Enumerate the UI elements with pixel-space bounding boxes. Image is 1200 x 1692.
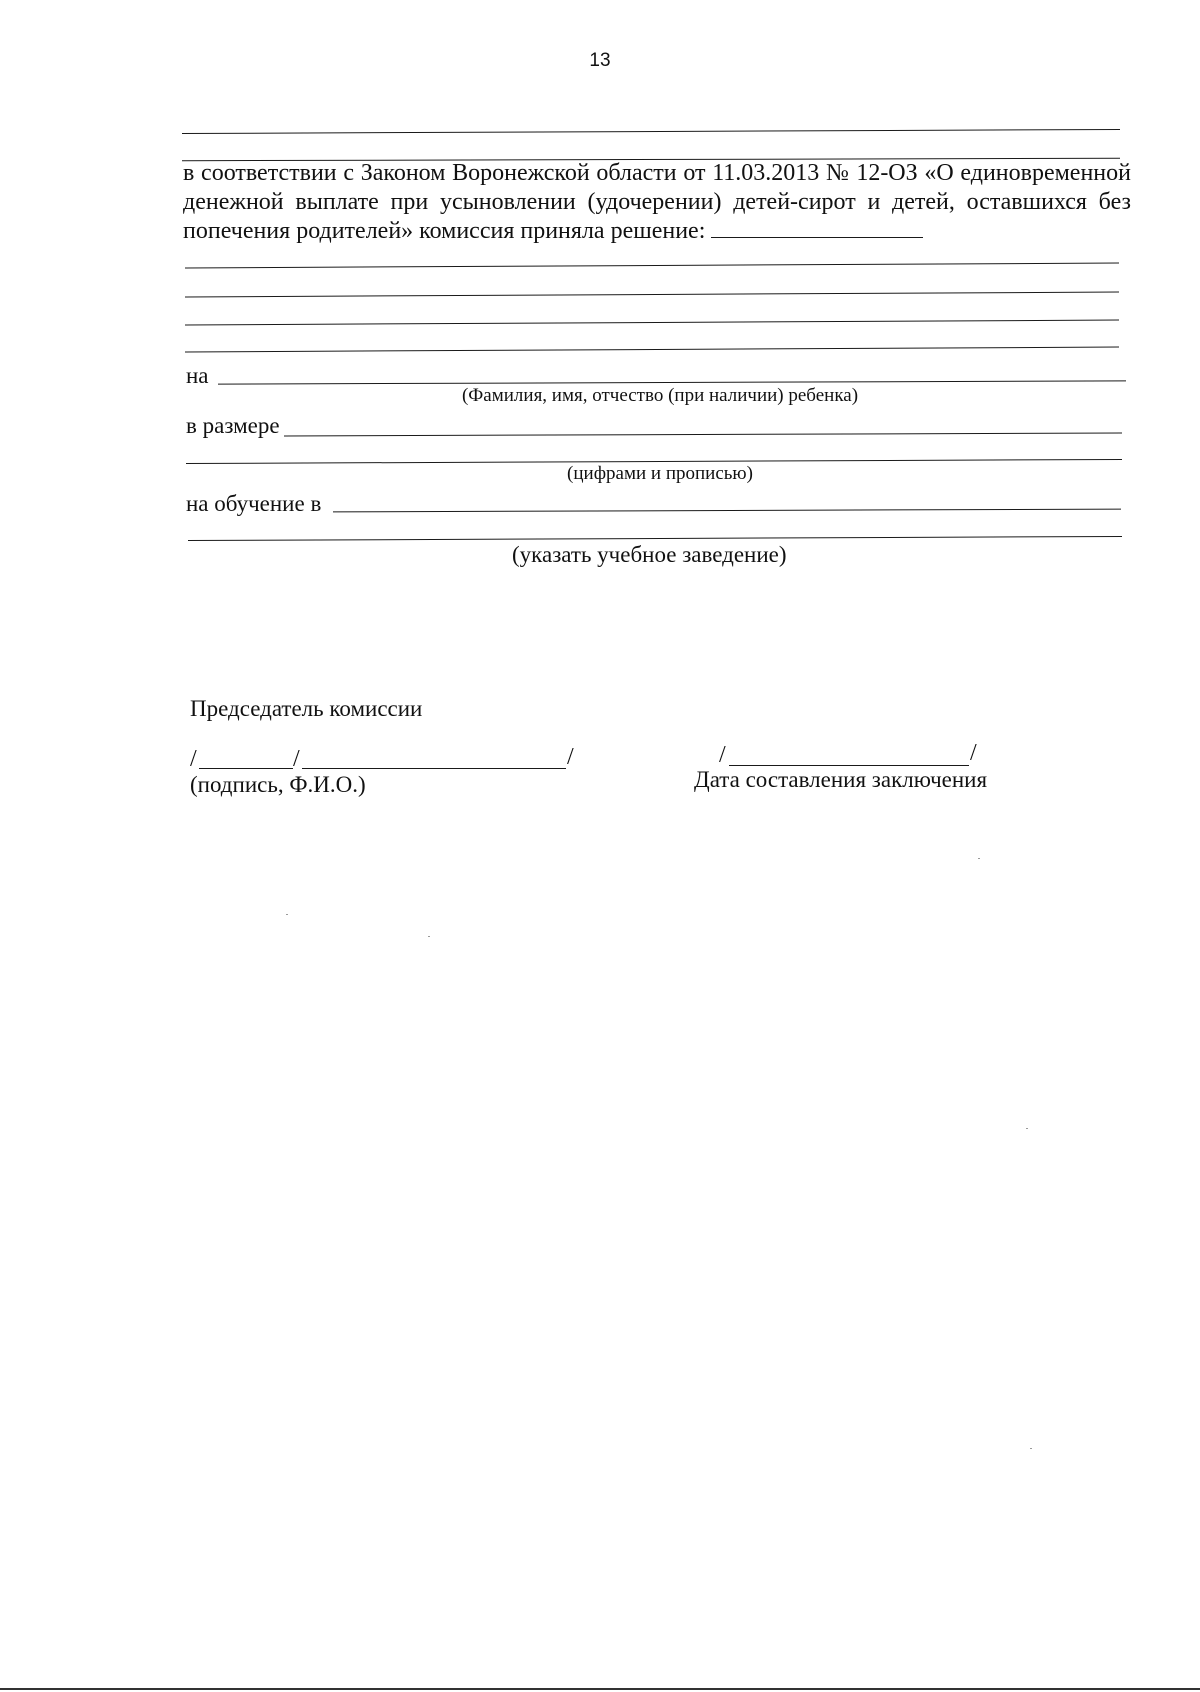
page-number: 13 (589, 50, 611, 71)
slash: / (190, 746, 197, 772)
slash: / (719, 742, 726, 768)
signature-short-line (199, 768, 293, 769)
chairman-label: Председатель комиссии (190, 696, 423, 721)
education-field-prefix: на обучение в (186, 491, 322, 516)
scan-speck (1026, 1128, 1028, 1129)
scan-speck (286, 914, 288, 915)
amount-caption: (цифрами и прописью) (567, 463, 753, 484)
child-name-line (218, 380, 1126, 384)
education-line (333, 509, 1121, 513)
scan-speck (978, 858, 980, 859)
slash: / (293, 746, 300, 772)
blank-line (182, 129, 1120, 134)
amount-field-prefix: в размере (186, 413, 280, 438)
decision-paragraph (183, 159, 1131, 246)
education-line-2 (188, 536, 1122, 541)
date-caption: Дата составления заключения (694, 767, 988, 792)
child-name-caption: (Фамилия, имя, отчество (при наличии) ребенка) (461, 385, 859, 406)
date-line (729, 765, 969, 766)
signature-caption: (подпись, Ф.И.О.) (190, 772, 366, 797)
scan-speck (428, 936, 430, 937)
decision-line (185, 292, 1119, 298)
decision-line (185, 320, 1119, 326)
scan-speck (1030, 1448, 1032, 1449)
child-field-prefix: на (186, 363, 209, 388)
decision-line (185, 263, 1119, 269)
slash: / (970, 740, 977, 766)
paragraph-text: в соответствии с Законом Воронежской области от 11.03.2013 № 12-ОЗ «О единовременной денежной выплате при усыновлении (удочерении) детей-сирот и детей, оставшихся без попечения родителей» комиссия приняла решение: (183, 160, 1131, 244)
decision-fill-line (711, 217, 923, 238)
signature-name-line (302, 768, 566, 769)
amount-line (284, 433, 1122, 437)
slash: / (567, 744, 574, 770)
education-caption: (указать учебное заведение) (512, 542, 787, 567)
decision-line (185, 347, 1119, 353)
page-bottom-edge (0, 1688, 1200, 1690)
